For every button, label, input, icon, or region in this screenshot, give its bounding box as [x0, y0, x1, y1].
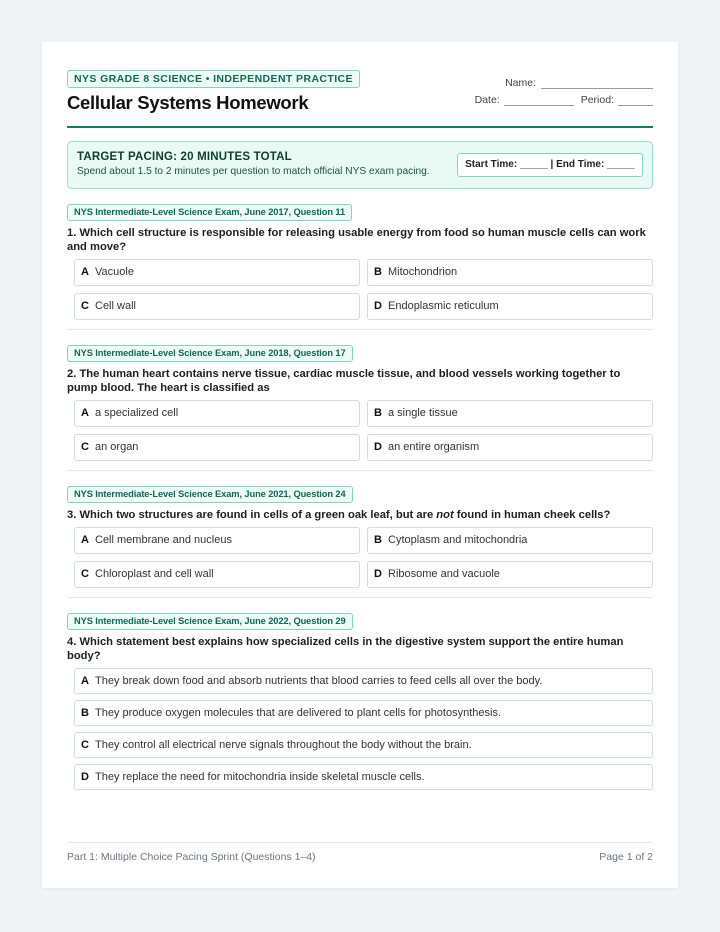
- page-title: Cellular Systems Homework: [67, 92, 309, 113]
- option-letter: A: [81, 266, 89, 278]
- option-text: Ribosome and vacuole: [388, 568, 500, 580]
- date-period-fields: [475, 94, 653, 106]
- option-text: Mitochondrion: [388, 266, 458, 278]
- period-label: Period:: [580, 94, 614, 106]
- option-letter: D: [374, 300, 382, 312]
- question-text-part: 3. Which two structures are found in cells of a green oak leaf, but are: [67, 509, 437, 521]
- option-c[interactable]: [74, 434, 360, 461]
- option-text: a specialized cell: [95, 407, 179, 419]
- option-letter: D: [374, 441, 382, 453]
- header-divider: [67, 126, 653, 128]
- time-box[interactable]: Start Time: _____ | End Time: _____: [457, 153, 643, 177]
- page-number: Page 1 of 2: [599, 851, 653, 863]
- option-text: Chloroplast and cell wall: [95, 568, 214, 580]
- option-c[interactable]: [74, 561, 360, 588]
- page-footer: [67, 842, 653, 863]
- option-text: Cytoplasm and mitochondria: [388, 534, 528, 546]
- question-divider: [67, 329, 653, 330]
- name-label: Name:: [505, 77, 536, 89]
- date-line[interactable]: [504, 96, 574, 106]
- question-source: NYS Intermediate-Level Science Exam, June 2022, Question 29: [67, 613, 353, 630]
- worksheet-page: [42, 42, 678, 888]
- question-3: [67, 484, 653, 598]
- question-4: [67, 611, 653, 790]
- question-emphasis: not: [436, 509, 454, 521]
- option-letter: D: [374, 568, 382, 580]
- question-text: 1. Which cell structure is responsible for releasing usable energy from food so human muscle cells can work and move?: [67, 227, 646, 253]
- option-text: They control all electrical nerve signals throughout the body without the brain.: [95, 739, 472, 751]
- question-text: 4. Which statement best explains how specialized cells in the digestive system support the entire human body?: [67, 636, 624, 662]
- option-letter: B: [81, 707, 89, 719]
- option-b[interactable]: [367, 259, 653, 286]
- option-d[interactable]: [367, 561, 653, 588]
- question-text: 2. The human heart contains nerve tissue, cardiac muscle tissue, and blood vessels working together to pump blood. The heart is classified as: [67, 368, 621, 394]
- answer-options: [74, 527, 653, 588]
- option-letter: C: [81, 441, 89, 453]
- pacing-title: TARGET PACING: 20 MINUTES TOTAL: [77, 151, 292, 163]
- option-d[interactable]: [74, 764, 653, 790]
- pacing-box: [67, 141, 653, 189]
- name-field[interactable]: [505, 77, 653, 89]
- option-text: They produce oxygen molecules that are delivered to plant cells for photosynthesis.: [95, 707, 502, 719]
- option-d[interactable]: [367, 434, 653, 461]
- period-line[interactable]: [618, 96, 653, 106]
- name-line[interactable]: [541, 79, 653, 89]
- option-a[interactable]: [74, 400, 360, 427]
- option-text: Cell membrane and nucleus: [95, 534, 232, 546]
- pacing-subtitle: Spend about 1.5 to 2 minutes per question to match official NYS exam pacing.: [77, 166, 430, 177]
- date-label: Date:: [474, 94, 500, 106]
- footer-section-label: Part 1: Multiple Choice Pacing Sprint (Questions 1–4): [67, 851, 316, 863]
- option-a[interactable]: [74, 668, 653, 694]
- option-d[interactable]: [367, 293, 653, 320]
- option-letter: C: [81, 739, 89, 751]
- option-text: an organ: [95, 441, 139, 453]
- option-letter: C: [81, 568, 89, 580]
- option-text: a single tissue: [388, 407, 458, 419]
- option-c[interactable]: [74, 293, 360, 320]
- option-c[interactable]: [74, 732, 653, 758]
- option-letter: B: [374, 534, 382, 546]
- question-text-part: found in human cheek cells?: [453, 509, 611, 521]
- option-letter: D: [81, 771, 89, 783]
- worksheet-header: [67, 70, 653, 126]
- option-letter: B: [374, 266, 382, 278]
- option-letter: A: [81, 675, 89, 687]
- question-source: NYS Intermediate-Level Science Exam, June 2021, Question 24: [67, 486, 353, 503]
- option-text: They replace the need for mitochondria inside skeletal muscle cells.: [95, 771, 425, 783]
- answer-options: [74, 668, 653, 790]
- question-divider: [67, 597, 653, 598]
- option-letter: A: [81, 534, 89, 546]
- option-text: Vacuole: [95, 266, 134, 278]
- question-source: NYS Intermediate-Level Science Exam, June 2018, Question 17: [67, 345, 353, 362]
- option-letter: A: [81, 407, 89, 419]
- question-1: [67, 202, 653, 330]
- option-text: an entire organism: [388, 441, 480, 453]
- option-a[interactable]: [74, 259, 360, 286]
- option-a[interactable]: [74, 527, 360, 554]
- option-b[interactable]: [367, 527, 653, 554]
- option-b[interactable]: [367, 400, 653, 427]
- question-divider: [67, 470, 653, 471]
- option-letter: B: [374, 407, 382, 419]
- question-source: NYS Intermediate-Level Science Exam, June 2017, Question 11: [67, 204, 352, 221]
- option-b[interactable]: [74, 700, 653, 726]
- option-text: Endoplasmic reticulum: [388, 300, 499, 312]
- option-text: They break down food and absorb nutrients that blood carries to feed cells all over the body.: [95, 675, 543, 687]
- course-kicker: NYS GRADE 8 SCIENCE • INDEPENDENT PRACTICE: [67, 70, 360, 88]
- answer-options: [74, 400, 653, 461]
- question-text: [67, 508, 653, 522]
- option-text: Cell wall: [95, 300, 136, 312]
- question-2: [67, 343, 653, 471]
- answer-options: [74, 259, 653, 320]
- option-letter: C: [81, 300, 89, 312]
